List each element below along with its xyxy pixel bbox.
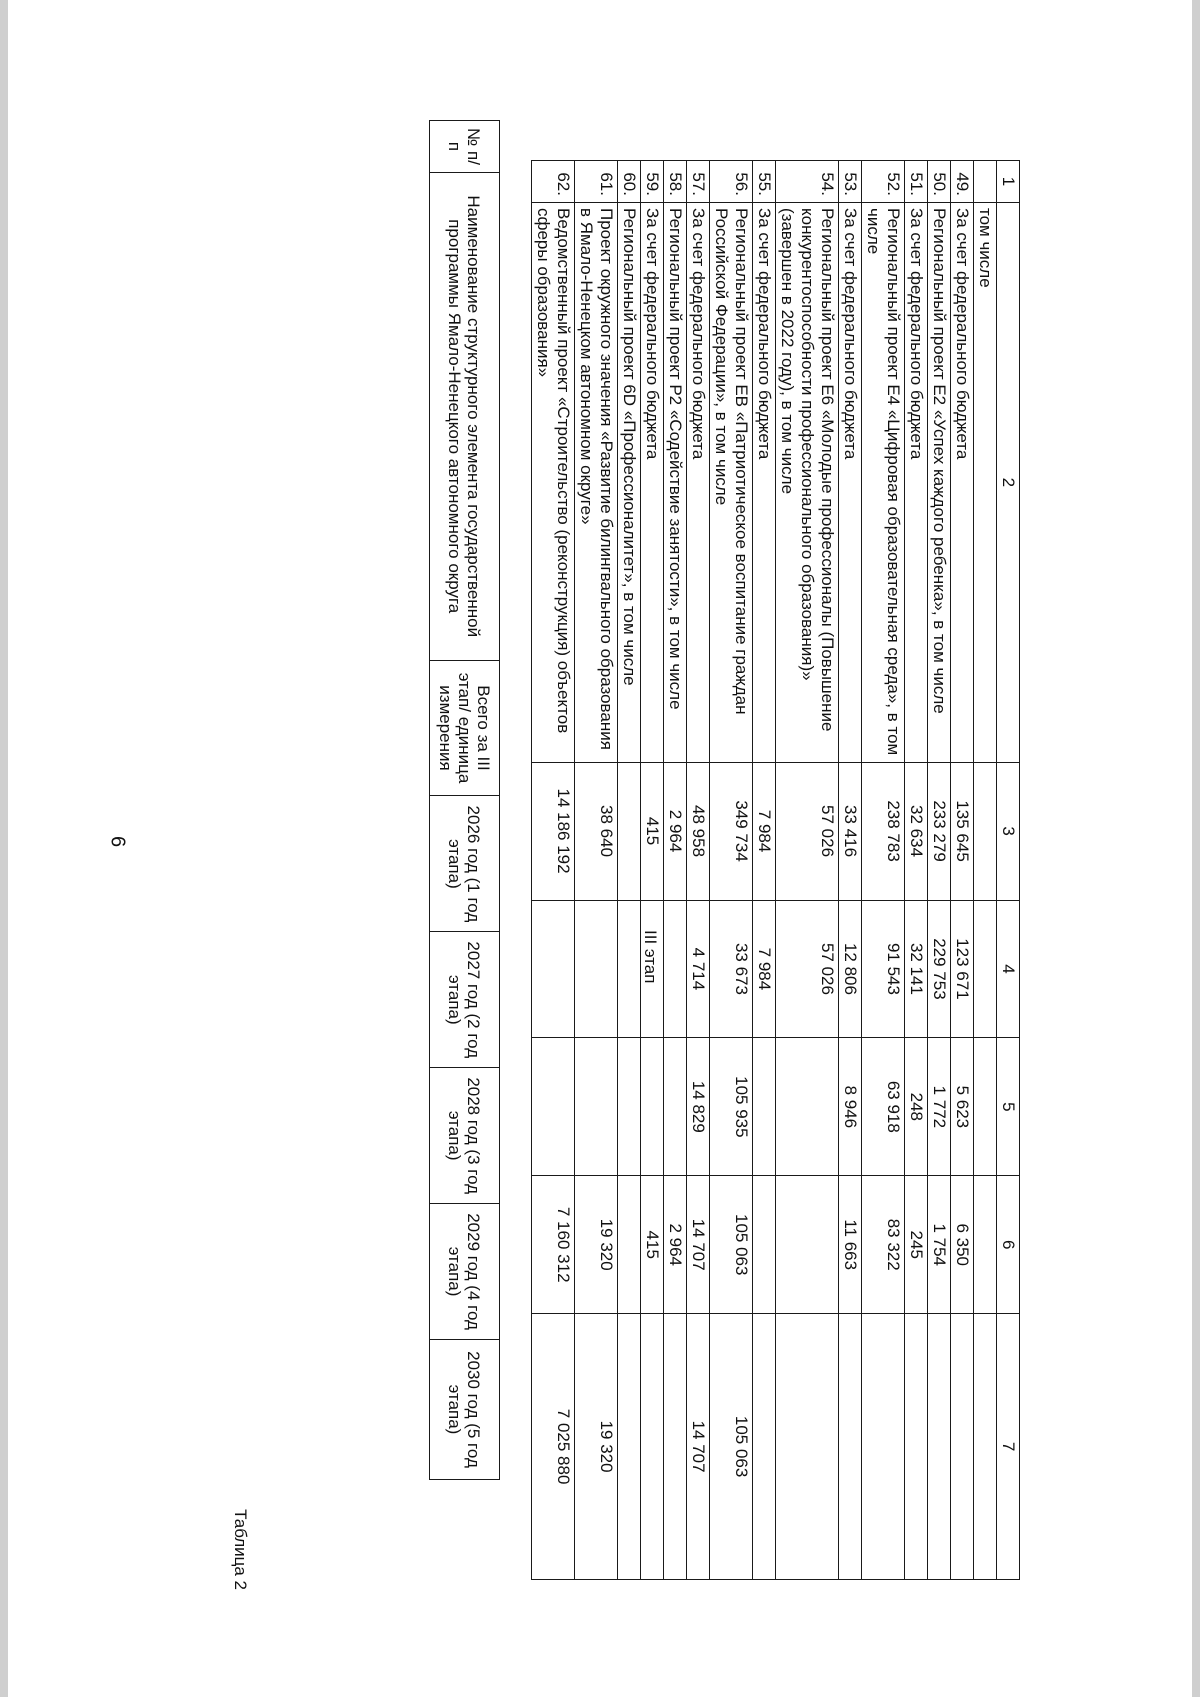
year-value xyxy=(641,1038,664,1176)
row-number: 60. xyxy=(618,161,641,203)
year-value: 32 141 xyxy=(905,900,928,1038)
year-value: 91 543 xyxy=(862,900,905,1038)
row-name: Региональный проект Е6 «Молодые профессионалы (Повышение конкурентоспособности профессионального образования)» (завершен в 2022 году), в том числе xyxy=(776,202,839,762)
table-row xyxy=(618,161,641,1580)
row-number: 59. xyxy=(641,161,664,203)
header-cell: 3 xyxy=(997,762,1020,900)
row-number: 55. xyxy=(753,161,776,203)
year-value: 2 964 xyxy=(664,1176,687,1314)
stage-label: III этап xyxy=(641,930,660,984)
header-cell: 5 xyxy=(997,1038,1020,1176)
year-value: 105 063 xyxy=(710,1314,753,1580)
year-value: 63 918 xyxy=(862,1038,905,1176)
row-name: Региональный проект 6D «Профессионалитет», в том числе xyxy=(618,202,641,762)
table2-header-cell: 2030 год (5 год этапа) xyxy=(430,1340,500,1480)
year-value: 83 322 xyxy=(862,1176,905,1314)
year-value: 19 320 xyxy=(575,1176,618,1314)
year-value xyxy=(618,900,641,1038)
table-row xyxy=(753,161,776,1580)
main-table xyxy=(531,160,1020,1580)
year-value xyxy=(618,1038,641,1176)
table2-header-cell: 2028 год (3 год этапа) xyxy=(430,1068,500,1204)
table2-header-cell: Всего за III этап/ единица измерения xyxy=(430,660,500,796)
year-value xyxy=(753,1314,776,1580)
table-row xyxy=(532,161,575,1580)
row-number: 54. xyxy=(776,161,839,203)
year-value: 12 806 xyxy=(839,900,862,1038)
table-row xyxy=(776,161,839,1580)
year-value xyxy=(839,1314,862,1580)
total-value: 238 783 xyxy=(862,762,905,900)
year-value: 7 160 312 xyxy=(532,1176,575,1314)
total-value xyxy=(974,762,997,900)
row-number: 49. xyxy=(951,161,974,203)
table2-header-cell: Наименование структурного элемента государственной программы Ямало-Ненецкого автономного округа xyxy=(430,172,500,660)
year-value: 4 714 xyxy=(687,900,710,1038)
year-value: 415 xyxy=(641,1176,664,1314)
total-value: 7 984 xyxy=(753,762,776,900)
total-value: 135 645 xyxy=(951,762,974,900)
row-name: Ведомственный проект «Строительство (реконструкция) объектов сферы образования» xyxy=(532,202,575,762)
table-row xyxy=(839,161,862,1580)
year-value xyxy=(974,1314,997,1580)
year-value: 1 772 xyxy=(928,1038,951,1176)
table2-header-cell: 2029 год (4 год этапа) xyxy=(430,1204,500,1340)
total-value: 32 634 xyxy=(905,762,928,900)
row-name: За счет федерального бюджета xyxy=(641,202,664,762)
year-value xyxy=(951,1314,974,1580)
row-number: 52. xyxy=(862,161,905,203)
year-value xyxy=(664,1314,687,1580)
row-name: Региональный проект Е4 «Цифровая образовательная среда», в том числе xyxy=(862,202,905,762)
year-value: 14 829 xyxy=(687,1038,710,1176)
total-value: 2 964 xyxy=(664,762,687,900)
row-name: За счет федерального бюджета xyxy=(951,202,974,762)
year-value: 19 320 xyxy=(575,1314,618,1580)
row-name: За счет федерального бюджета xyxy=(753,202,776,762)
row-number: 51. xyxy=(905,161,928,203)
year-value: 123 671 xyxy=(951,900,974,1038)
table-row xyxy=(974,161,997,1580)
table2-header-cell: 2026 год (1 год этапа) xyxy=(430,796,500,932)
row-number: 62. xyxy=(532,161,575,203)
header-row xyxy=(997,161,1020,1580)
year-value xyxy=(641,1314,664,1580)
table-row xyxy=(862,161,905,1580)
row-number xyxy=(974,161,997,203)
year-value: 8 946 xyxy=(839,1038,862,1176)
total-value: 33 416 xyxy=(839,762,862,900)
row-name: За счет федерального бюджета xyxy=(839,202,862,762)
row-name: Региональный проект Р2 «Содействие занятости», в том числе xyxy=(664,202,687,762)
table-row xyxy=(575,161,618,1580)
year-value: 57 026 xyxy=(776,900,839,1038)
year-value: 14 707 xyxy=(687,1176,710,1314)
year-value xyxy=(905,1314,928,1580)
year-value xyxy=(618,1176,641,1314)
year-value xyxy=(974,900,997,1038)
year-value: 11 663 xyxy=(839,1176,862,1314)
row-number: 58. xyxy=(664,161,687,203)
table-row xyxy=(928,161,951,1580)
table-caption: Таблица 2 xyxy=(231,1509,250,1590)
table2-header-row xyxy=(430,121,500,1480)
year-value: 7 984 xyxy=(753,900,776,1038)
header-cell: 6 xyxy=(997,1176,1020,1314)
year-value xyxy=(664,1038,687,1176)
year-value: 105 935 xyxy=(710,1038,753,1176)
row-name: Проект окружного значения «Развитие билингвального образования в Ямало-Ненецком автономном округе» xyxy=(575,202,618,762)
row-number: 50. xyxy=(928,161,951,203)
year-value xyxy=(776,1314,839,1580)
total-value: 14 186 192 xyxy=(532,762,575,900)
header-cell: 4 xyxy=(997,900,1020,1038)
year-value xyxy=(575,1038,618,1176)
header-cell: 2 xyxy=(997,202,1020,762)
row-name: За счет федерального бюджета xyxy=(687,202,710,762)
table-row xyxy=(641,161,664,1580)
page-edge-left xyxy=(0,0,8,1697)
table2-header-cell: 2027 год (2 год этапа) xyxy=(430,932,500,1068)
year-value xyxy=(776,1176,839,1314)
table-row xyxy=(687,161,710,1580)
row-name: За счет федерального бюджета xyxy=(905,202,928,762)
year-value: 1 754 xyxy=(928,1176,951,1314)
rotated-page-content xyxy=(120,120,1020,1600)
table-row xyxy=(710,161,753,1580)
row-number: 56. xyxy=(710,161,753,203)
year-value xyxy=(776,1038,839,1176)
total-value: 233 279 xyxy=(928,762,951,900)
total-value: 57 026 xyxy=(776,762,839,900)
row-number: 57. xyxy=(687,161,710,203)
total-value: 38 640 xyxy=(575,762,618,900)
year-value xyxy=(753,1038,776,1176)
table-row xyxy=(664,161,687,1580)
table-row xyxy=(905,161,928,1580)
year-value xyxy=(974,1176,997,1314)
table-row xyxy=(951,161,974,1580)
year-value xyxy=(532,1038,575,1176)
year-value xyxy=(618,1314,641,1580)
year-value xyxy=(664,900,687,1038)
total-value: 48 958 xyxy=(687,762,710,900)
year-value: 105 063 xyxy=(710,1176,753,1314)
year-value: 6 350 xyxy=(951,1176,974,1314)
total-value: 349 734 xyxy=(710,762,753,900)
table2-header-cell: № п/п xyxy=(430,121,500,173)
header-cell: 1 xyxy=(997,161,1020,203)
year-value: 248 xyxy=(905,1038,928,1176)
row-number: 53. xyxy=(839,161,862,203)
year-value xyxy=(862,1314,905,1580)
year-value xyxy=(974,1038,997,1176)
row-name: Региональный проект ЕВ «Патриотическое воспитание граждан Российской Федерации», в том числе xyxy=(710,202,753,762)
page-number: 6 xyxy=(106,835,129,848)
total-value xyxy=(618,762,641,900)
year-value: 5 623 xyxy=(951,1038,974,1176)
header-cell: 7 xyxy=(997,1314,1020,1580)
year-value: 33 673 xyxy=(710,900,753,1038)
year-value: 7 025 880 xyxy=(532,1314,575,1580)
year-value xyxy=(753,1176,776,1314)
year-value: 245 xyxy=(905,1176,928,1314)
year-value xyxy=(575,900,618,1038)
year-value: 229 753 xyxy=(928,900,951,1038)
row-name: том числе xyxy=(974,202,997,762)
row-number: 61. xyxy=(575,161,618,203)
main-table-body xyxy=(532,161,1020,1580)
page-edge-right xyxy=(1192,0,1200,1697)
total-value: 415 xyxy=(641,762,664,900)
year-value: 14 707 xyxy=(687,1314,710,1580)
row-name: Региональный проект Е2 «Успех каждого ребенка», в том числе xyxy=(928,202,951,762)
year-value xyxy=(532,900,575,1038)
table2-header xyxy=(429,120,500,1480)
year-value xyxy=(928,1314,951,1580)
